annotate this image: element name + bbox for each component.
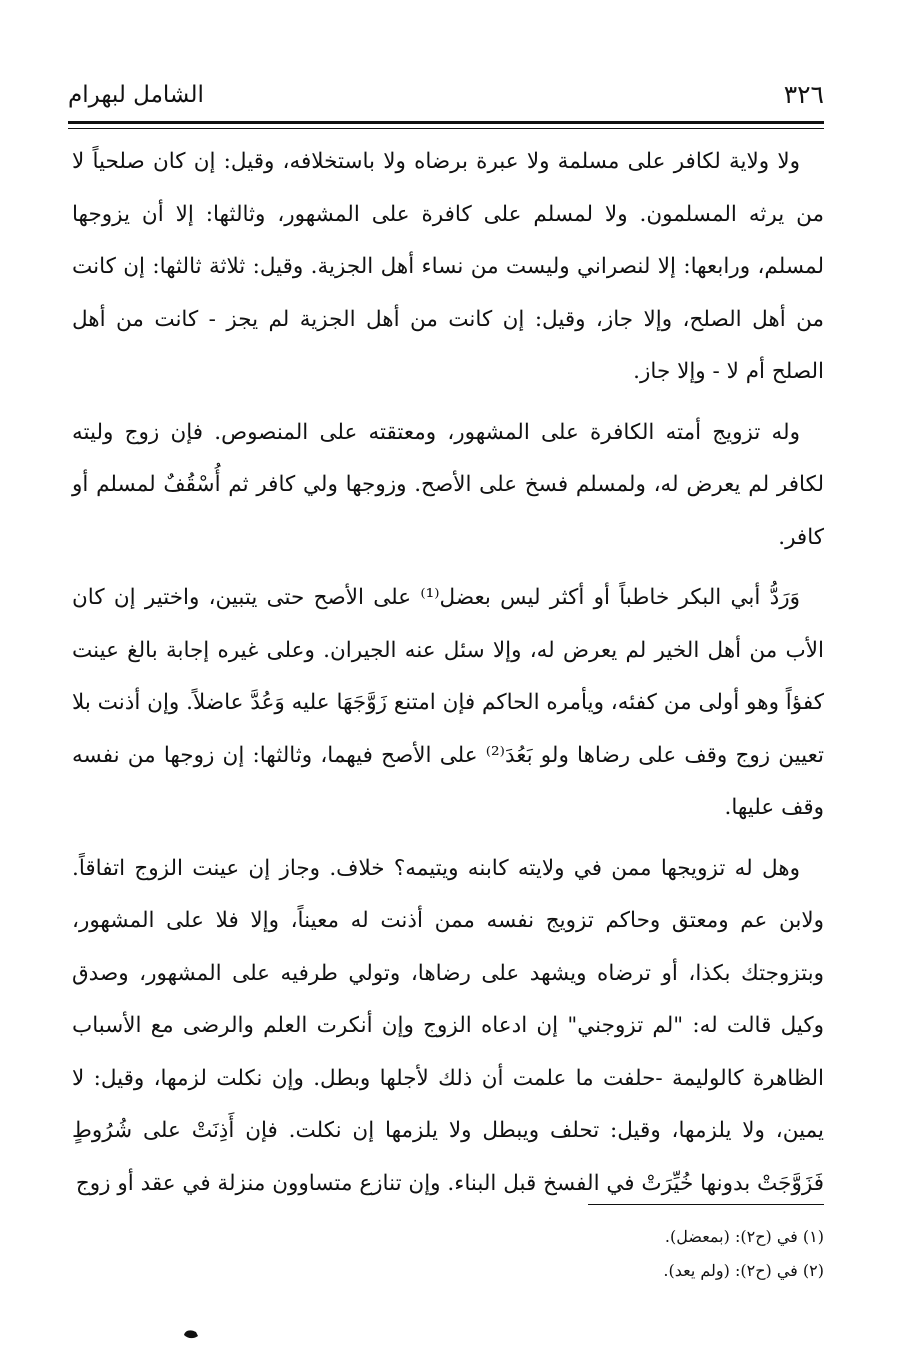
footnote: (١) في (ح٢): (بمعضل). [664,1227,824,1246]
header-rule-thick [68,121,824,124]
main-text [72,136,824,1218]
paragraph: ولا ولاية لكافر على مسلمة ولا عبرة برضاه ولا باستخلافه، وقيل: إن كان صلحياً لا من يرثه المسلمون. ولا لمسلم على كافرة على المشهور، وثالثها: إلا أن يزوجها لمسلم، ورابعها: إلا لنصراني وليست من نساء أهل الجزية. وقيل: ثلاثة ثالثها: إن كانت من أهل الصلح، وإلا جاز، وقيل: إن كانت من أهل الجزية لم يجز - كانت من أهل الصلح أم لا - وإلا جاز. [72,149,824,384]
header-rule-thin [68,128,824,129]
paragraph: وله تزويج أمته الكافرة على المشهور، ومعتقته على المنصوص. فإن زوج وليته لكافر لم يعرض له، ولمسلم فسخ على الأصح. وزوجها ولي كافر ثم أُسْقُفٌ لمسلم أو كافر. [72,419,824,550]
footnote-separator [588,1204,824,1205]
paragraph: وَرَدُّ أبي البكر خاطباً أو أكثر ليس بعضل⁽¹⁾ على الأصح حتى يتبين، واختير إن كان الأب من أهل الخير لم يعرض له، وإلا سئل عنه الجيران. وعلى غيره إجابة بالغ عينت كفؤاً وهو أولى من كفئه، ويأمره الحاكم فإن امتنع زَوَّجَهَا عليه وَعُدَّ عاضلاً. وإن أذنت بلا تعيين زوج وقف على رضاها ولو بَعُدَ⁽²⁾ على الأصح فيهما، وثالثها: إن زوجها من نفسه وقف عليها. [72,585,824,820]
footnotes [68,1220,824,1288]
page-header [68,80,824,116]
scan-blot-mark [183,1328,199,1340]
footnote: (٢) في (ح٢): (ولم يعد). [663,1261,824,1280]
running-title: الشامل لبهرام [68,82,204,108]
paragraph: وهل له تزويجها ممن في ولايته كابنه ويتيمه؟ خلاف. وجاز إن عينت الزوج اتفاقاً. ولابن عم ومعتق وحاكم تزويج نفسه ممن أذنت له معيناً، وإلا فلا على المشهور، وبتزوجتك بكذا، أو ترضاه ويشهد على رضاها، وتولي طرفيه على المشهور، وصدق وكيل قالت له: "لم تزوجني" إن ادعاه الزوج وإن أنكرت العلم والرضى مع الأسباب الظاهرة كالوليمة -حلفت ما علمت أن ذلك لأجلها وبطل. وإن نكلت لزمها، وقيل: لا يمين، ولا يلزمها، وقيل: تحلف ويبطل ولا يلزمها إن نكلت. فإن أَذِنَتْ على شُرُوطٍ فَزَوَّجَتْ بدونها خُيِّرَتْ في الفسخ قبل البناء. وإن تنازع متساوون منزلة في عقد أو زوج [72,855,824,1196]
page-number: ٣٢٦ [783,80,824,109]
